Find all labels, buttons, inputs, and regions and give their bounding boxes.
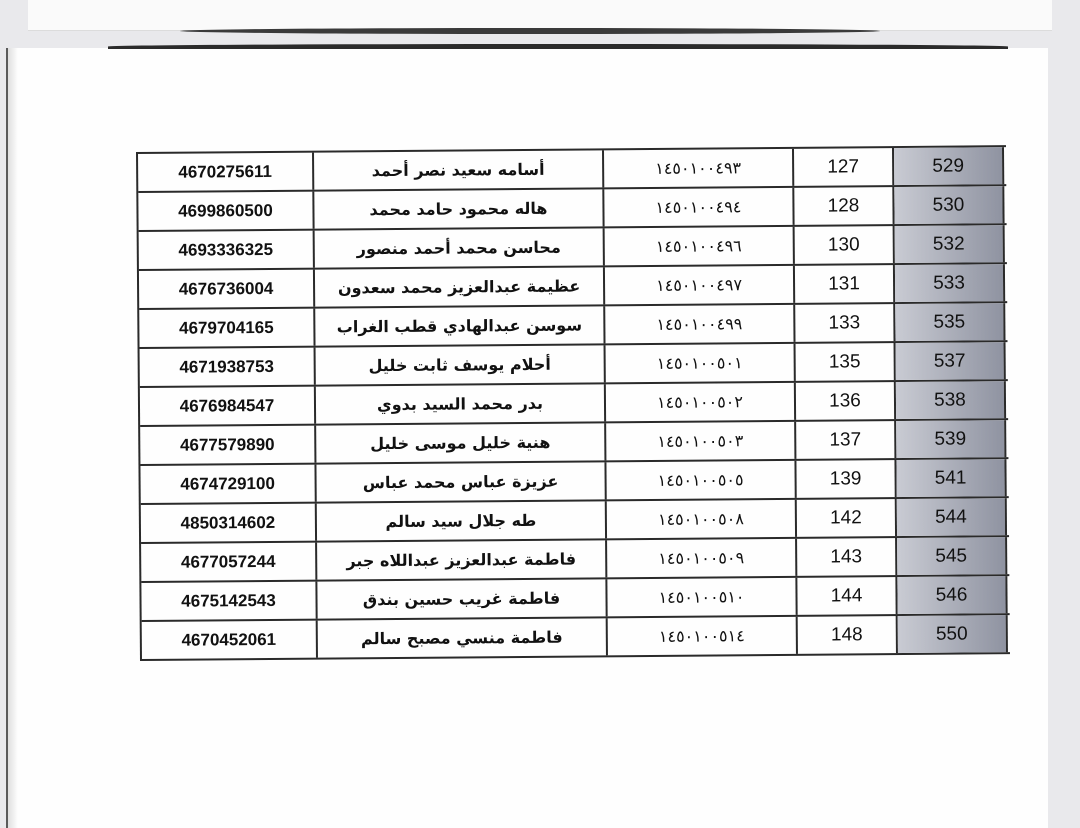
code-cell: ١٤٥٠١٠٠٤٩٩ [605, 305, 795, 343]
serial-cell: 535 [895, 303, 1005, 341]
name-cell: أسامه سعيد نصر أحمد [314, 150, 604, 189]
serial-cell: 550 [898, 615, 1008, 653]
table-row [139, 225, 1007, 271]
page-fold-shadow [180, 28, 880, 34]
national-id-cell: 4850314602 [141, 504, 317, 542]
code-cell: ١٤٥٠١٠٠٥١٤ [608, 617, 798, 655]
table-row [142, 615, 1010, 661]
national-id-cell: 4674729100 [140, 465, 316, 503]
serial-cell: 541 [896, 459, 1006, 497]
table-row [141, 537, 1009, 583]
number-cell: 131 [795, 265, 895, 303]
name-cell: محاسن محمد أحمد منصور [315, 228, 605, 267]
page-top-edge [108, 44, 1008, 49]
code-cell: ١٤٥٠١٠٠٥٠٥ [606, 461, 796, 499]
number-cell: 130 [795, 226, 895, 264]
name-cell: سوسن عبدالهادي قطب الغراب [315, 306, 605, 345]
previous-page-edge [28, 0, 1052, 31]
number-cell: 128 [794, 187, 894, 225]
table-row [138, 186, 1006, 232]
serial-cell: 532 [895, 225, 1005, 263]
serial-cell: 533 [895, 264, 1005, 302]
table-row [139, 264, 1007, 310]
serial-cell: 546 [897, 576, 1007, 614]
name-cell: فاطمة منسي مصبح سالم [318, 618, 608, 657]
serial-cell: 538 [896, 381, 1006, 419]
names-table [136, 145, 1010, 661]
national-id-cell: 4677579890 [140, 426, 316, 464]
number-cell: 148 [798, 616, 898, 654]
national-id-cell: 4693336325 [139, 231, 315, 269]
name-cell: طه جلال سيد سالم [317, 501, 607, 540]
serial-cell: 544 [897, 498, 1007, 536]
name-cell: عزيزة عباس محمد عباس [316, 462, 606, 501]
code-cell: ١٤٥٠١٠٠٥٠٣ [606, 422, 796, 460]
serial-cell: 537 [896, 342, 1006, 380]
code-cell: ١٤٥٠١٠٠٥٠٨ [607, 500, 797, 538]
table-row [141, 498, 1009, 544]
number-cell: 133 [795, 304, 895, 342]
national-id-cell: 4699860500 [138, 192, 314, 230]
number-cell: 136 [796, 382, 896, 420]
code-cell: ١٤٥٠١٠٠٤٩٤ [604, 188, 794, 226]
name-cell: فاطمة غريب حسين بندق [317, 579, 607, 618]
serial-cell: 539 [896, 420, 1006, 458]
code-cell: ١٤٥٠١٠٠٥١٠ [607, 578, 797, 616]
code-cell: ١٤٥٠١٠٠٥٠١ [606, 344, 796, 382]
table-row [140, 459, 1008, 505]
number-cell: 135 [796, 343, 896, 381]
number-cell: 142 [797, 499, 897, 537]
national-id-cell: 4670452061 [142, 621, 318, 659]
code-cell: ١٤٥٠١٠٠٥٠٢ [606, 383, 796, 421]
table-row [138, 147, 1006, 193]
name-cell: هنية خليل موسى خليل [316, 423, 606, 462]
table-row [139, 303, 1007, 349]
table-row [141, 576, 1009, 622]
table-row [140, 381, 1008, 427]
number-cell: 139 [796, 460, 896, 498]
serial-cell: 545 [897, 537, 1007, 575]
national-id-cell: 4670275611 [138, 153, 314, 191]
code-cell: ١٤٥٠١٠٠٤٩٦ [605, 227, 795, 265]
name-cell: عظيمة عبدالعزيز محمد سعدون [315, 267, 605, 306]
number-cell: 143 [797, 538, 897, 576]
table-row [140, 342, 1008, 388]
national-id-cell: 4671938753 [140, 348, 316, 386]
name-cell: فاطمة عبدالعزيز عبداللاه جبر [317, 540, 607, 579]
page-side-shade [8, 48, 18, 828]
name-cell: أحلام يوسف ثابت خليل [316, 345, 606, 384]
number-cell: 137 [796, 421, 896, 459]
number-cell: 144 [797, 577, 897, 615]
code-cell: ١٤٥٠١٠٠٤٩٧ [605, 266, 795, 304]
serial-cell: 530 [894, 186, 1004, 224]
national-id-cell: 4676984547 [140, 387, 316, 425]
national-id-cell: 4679704165 [139, 309, 315, 347]
name-cell: بدر محمد السيد بدوي [316, 384, 606, 423]
document-page [6, 48, 1048, 828]
national-id-cell: 4676736004 [139, 270, 315, 308]
code-cell: ١٤٥٠١٠٠٥٠٩ [607, 539, 797, 577]
number-cell: 127 [794, 148, 894, 186]
national-id-cell: 4675142543 [141, 582, 317, 620]
table-row [140, 420, 1008, 466]
serial-cell: 529 [894, 147, 1004, 185]
national-id-cell: 4677057244 [141, 543, 317, 581]
code-cell: ١٤٥٠١٠٠٤٩٣ [604, 149, 794, 187]
name-cell: هاله محمود حامد محمد [314, 189, 604, 228]
